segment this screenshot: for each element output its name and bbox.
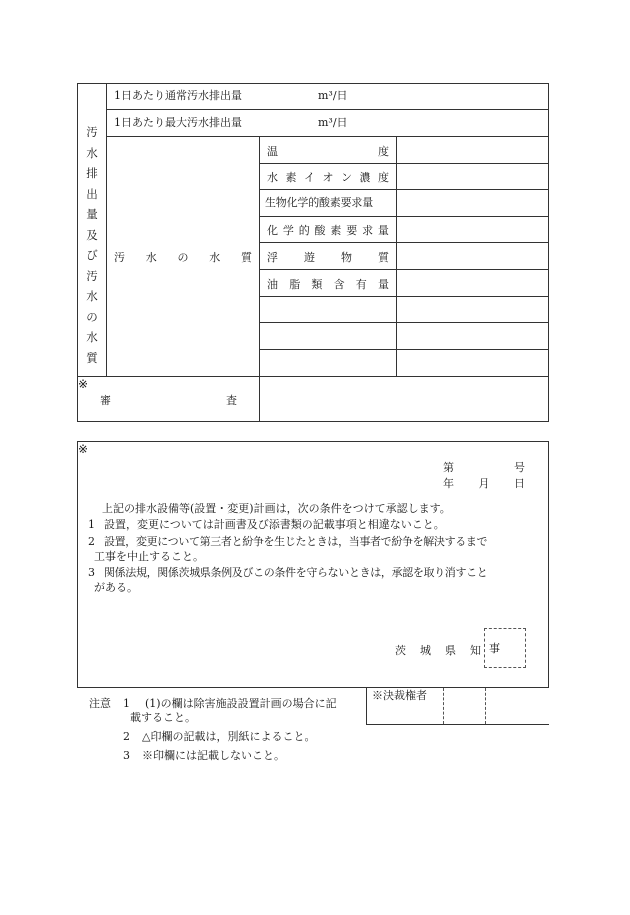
note-2-num: 2 <box>123 730 130 743</box>
condition-1-num: 1 <box>88 518 95 531</box>
quality-item-ss: 浮 遊 物 質 <box>267 251 389 264</box>
condition-2-num: 2 <box>88 535 95 548</box>
condition-1-text: 設置，変更については計画書及び添書類の記載事項と相違ないこと。 <box>104 518 445 531</box>
governor-label: 茨 城 県 知 <box>395 644 481 657</box>
notes-label: 注意 <box>89 697 111 710</box>
note-3-text: ※印欄には記載しないこと。 <box>142 749 285 762</box>
condition-2-text-cont: 工事を中止すること。 <box>94 550 204 563</box>
governor-seal-char: 事 <box>489 642 500 655</box>
decision-authority-label: ※決裁権者 <box>372 689 427 702</box>
review-mark: ※ <box>78 377 89 391</box>
note-1-text: (1)の欄は除害施設設置計画の場合に記 <box>145 697 337 710</box>
condition-3-text: 関係法規，関係茨城県条例及びこの条件を守らないときは，承認を取り消すこと <box>104 566 488 579</box>
quality-item-oil: 油 脂 類 含 有 量 <box>267 278 389 291</box>
approval-intro: 上記の排水設備等(設置・変更)計画は，次の条件をつけて承認します。 <box>102 502 451 515</box>
note-1-num: 1 <box>123 697 130 710</box>
approval-number: 第 号 <box>443 461 525 474</box>
note-1-text-cont: 載すること。 <box>130 711 196 724</box>
note-2-text: △印欄の記載は，別紙によること。 <box>142 730 316 743</box>
quality-item-ph: 水 素 イ オ ン 濃 度 <box>267 171 389 184</box>
quality-item-cod: 化 学 的 酸 素 要 求 量 <box>267 224 389 237</box>
quality-item-bod: 生物化学的酸素要求量 <box>265 196 373 209</box>
daily-max-discharge-unit: m³/日 <box>318 116 348 129</box>
approval-mark: ※ <box>78 442 89 456</box>
quality-item-temperature: 温 度 <box>267 145 389 158</box>
approval-date: 年 月 日 <box>443 477 525 490</box>
water-quality-label: 汚 水 の 水 質 <box>114 251 252 264</box>
condition-2-text: 設置，変更について第三者と紛争を生じたときは，当事者で紛争を解決するまで <box>104 535 488 548</box>
daily-max-discharge-label: 1日あたり最大汚水排出量 <box>114 116 242 129</box>
condition-3-num: 3 <box>88 566 95 579</box>
daily-normal-discharge-label: 1日あたり通常汚水排出量 <box>114 89 242 102</box>
side-label: 汚 水 排 出 量 及 び 汚 水 の 水 質 <box>86 125 98 365</box>
daily-normal-discharge-unit: m³/日 <box>318 89 348 102</box>
condition-3-text-cont: がある。 <box>94 581 138 594</box>
note-3-num: 3 <box>123 749 130 762</box>
review-label: 審 査 <box>100 394 237 407</box>
